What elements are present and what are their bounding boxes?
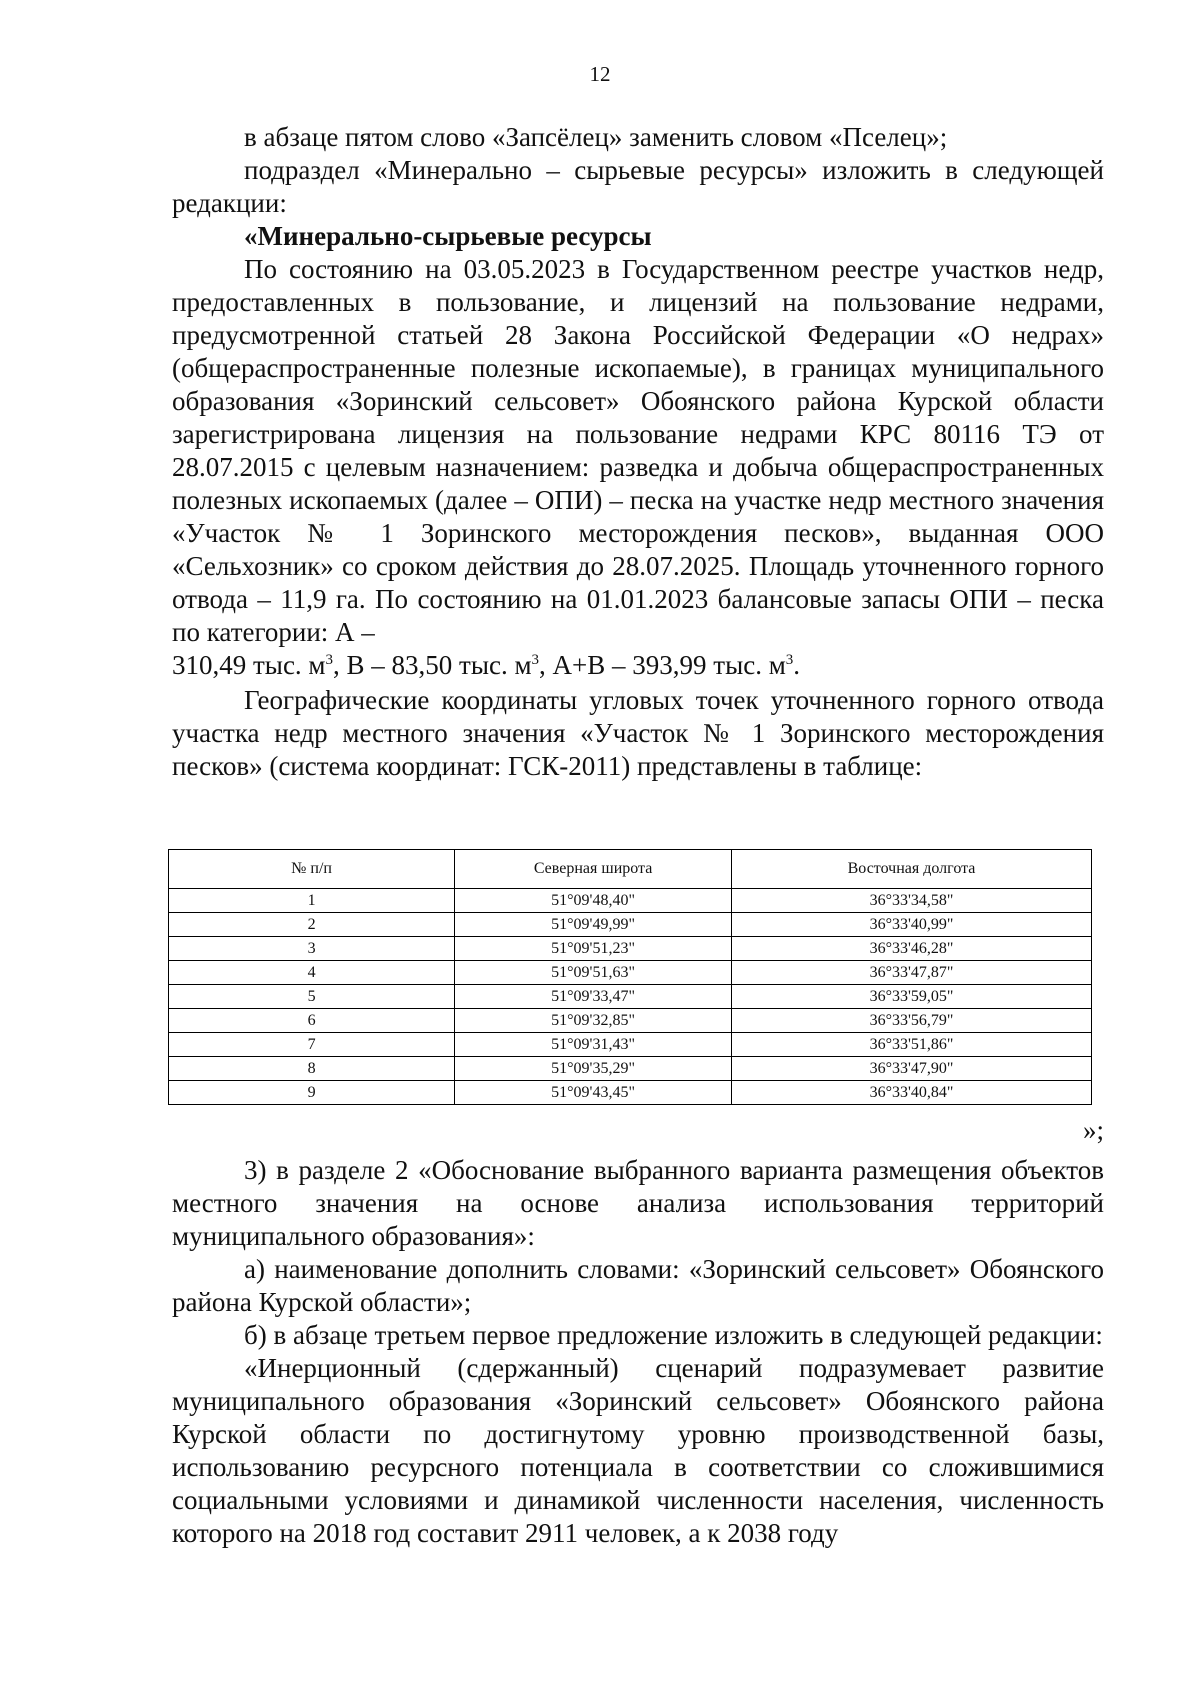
cell-longitude: 36°33'51,86": [732, 1033, 1092, 1057]
cell-longitude: 36°33'40,99": [732, 913, 1092, 937]
table-row: [169, 1081, 1092, 1105]
table-row: [169, 913, 1092, 937]
cell-number: 5: [169, 985, 455, 1009]
column-header-longitude: Восточная долгота: [732, 850, 1092, 889]
paragraph: 3) в разделе 2 «Обоснование выбранного варианта размещения объектов местного значения на основе анализа использования территорий муниципального образования»:: [172, 1155, 1104, 1251]
superscript: 3: [325, 652, 334, 668]
column-header-latitude: Северная широта: [455, 850, 732, 889]
cell-longitude: 36°33'47,90": [732, 1057, 1092, 1081]
cell-latitude: 51°09'32,85": [455, 1009, 732, 1033]
cell-latitude: 51°09'35,29": [455, 1057, 732, 1081]
cell-latitude: 51°09'49,99": [455, 913, 732, 937]
body-text-top: [172, 121, 1104, 783]
cell-number: 7: [169, 1033, 455, 1057]
cell-number: 8: [169, 1057, 455, 1081]
paragraph: б) в абзаце третьем первое предложение изложить в следующей редакции:: [244, 1320, 1103, 1350]
page-number: 12: [589, 62, 611, 86]
paragraph: в абзаце пятом слово «Запсёлец» заменить словом «Пселец»;: [244, 122, 948, 152]
cell-number: 1: [169, 889, 455, 913]
table-row: [169, 937, 1092, 961]
cell-longitude: 36°33'59,05": [732, 985, 1092, 1009]
paragraph: «Инерционный (сдержанный) сценарий подразумевает развитие муниципального образования «Зоринский сельсовет» Обоянского района Курской области по достигнутому уровню производственной базы, использованию ресурсного потенциала в соответствии со сложившимися социальными условиями и динамикой численности населения, численность которого на 2018 год составит 2911 человек, а к 2038 году: [172, 1353, 1104, 1548]
paragraph: Географические координаты угловых точек уточненного горного отвода участка недр местного значения «Участок № 1 Зоринского месторождения песков» (система координат: ГСК-2011) представлены в таблице:: [172, 685, 1104, 781]
paragraph: По состоянию на 03.05.2023 в Государственном реестре участков недр, предоставленных в пользование, и лицензий на пользование недрами, предусмотренной статьей 28 Закона Российской Федерации «О недрах» (общераспространенные полезные ископаемые), в границах муниципального образования «Зоринский сельсовет» Обоянского района Курской области зарегистрирована лицензия на пользование недрами КРС 80116 ТЭ от 28.07.2015 с целевым назначением: разведка и добыча общераспространенных полезных ископаемых (далее – ОПИ) – песка на участке недр местного значения «Участок № 1 Зоринского месторождения песков», выданная ООО «Сельхозник» со сроком действия до 28.07.2025. Площадь уточненного горного отвода – 11,9 га. По состоянию на 01.01.2023 балансовые запасы ОПИ – песка по категории: А –: [172, 254, 1104, 647]
cell-number: 4: [169, 961, 455, 985]
cell-latitude: 51°09'43,45": [455, 1081, 732, 1105]
cell-longitude: 36°33'46,28": [732, 937, 1092, 961]
volume-ab: , А+В – 393,99 тыс. м: [539, 650, 786, 680]
table-header-row: [169, 850, 1092, 889]
superscript: 3: [531, 652, 540, 668]
cell-number: 9: [169, 1081, 455, 1105]
coordinates-table: [168, 849, 1092, 1105]
cell-latitude: 51°09'48,40": [455, 889, 732, 913]
closing-quote: »;: [1082, 1115, 1104, 1145]
table-row: [169, 985, 1092, 1009]
body-text-bottom: [172, 1154, 1104, 1550]
cell-latitude: 51°09'51,63": [455, 961, 732, 985]
volume-b: , В – 83,50 тыс. м: [333, 650, 532, 680]
cell-latitude: 51°09'51,23": [455, 937, 732, 961]
table-row: [169, 1033, 1092, 1057]
paragraph-volumes: [172, 649, 1104, 682]
table-row: [169, 1009, 1092, 1033]
volume-a: 310,49 тыс. м: [172, 650, 326, 680]
paragraph: подраздел «Минерально – сырьевые ресурсы» изложить в следующей редакции:: [172, 155, 1104, 218]
period: .: [793, 650, 801, 680]
table-row: [169, 889, 1092, 913]
column-header-number: № п/п: [169, 850, 455, 889]
cell-longitude: 36°33'40,84": [732, 1081, 1092, 1105]
cell-longitude: 36°33'47,87": [732, 961, 1092, 985]
cell-latitude: 51°09'31,43": [455, 1033, 732, 1057]
cell-number: 3: [169, 937, 455, 961]
cell-latitude: 51°09'33,47": [455, 985, 732, 1009]
cell-number: 2: [169, 913, 455, 937]
table-row: [169, 961, 1092, 985]
cell-longitude: 36°33'56,79": [732, 1009, 1092, 1033]
section-heading: «Минерально-сырьевые ресурсы: [244, 221, 652, 251]
paragraph: а) наименование дополнить словами: «Зоринский сельсовет» Обоянского района Курской области»;: [172, 1254, 1104, 1317]
superscript: 3: [785, 652, 794, 668]
cell-number: 6: [169, 1009, 455, 1033]
table-row: [169, 1057, 1092, 1081]
cell-longitude: 36°33'34,58": [732, 889, 1092, 913]
